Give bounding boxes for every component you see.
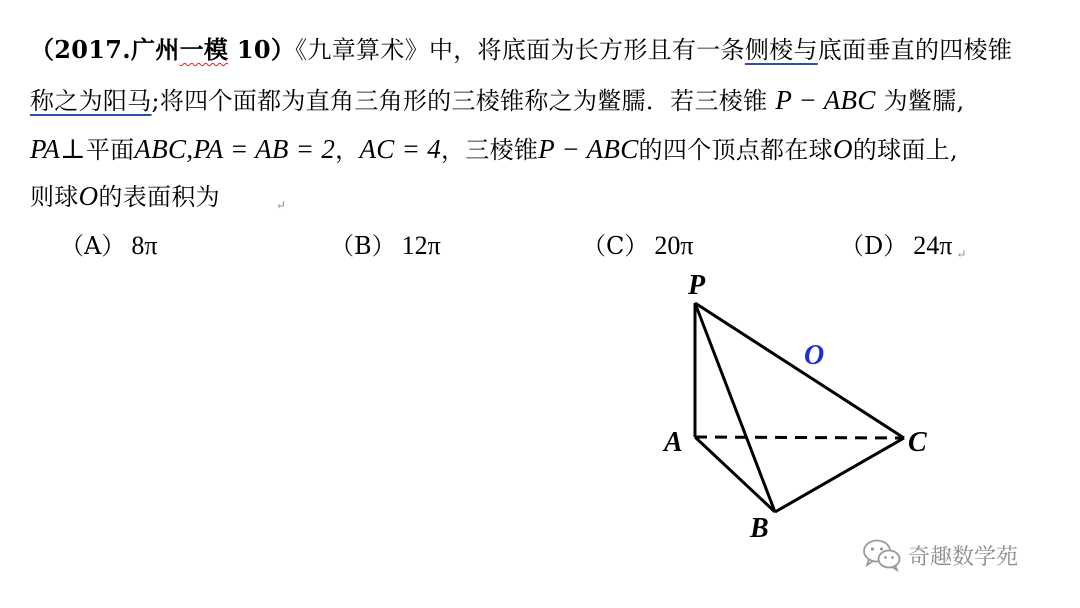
problem-text-l3b: 的四个顶点都在球: [638, 136, 833, 164]
point-label-a: A: [664, 427, 683, 458]
math-tetrahedron-2: P − ABC: [538, 134, 639, 164]
edge-ab: [695, 437, 775, 512]
point-label-c: C: [908, 427, 927, 458]
edge-ac-hidden: [695, 437, 904, 438]
math-sphere-o-2: O: [78, 181, 99, 211]
point-label-b: B: [750, 513, 769, 544]
math-eq-pa-ab: PA = AB = 2: [193, 134, 336, 164]
edge-pb: [695, 303, 775, 512]
problem-line-2: [30, 80, 964, 121]
option-d-label: （D）: [840, 232, 908, 260]
problem-line-1: [30, 30, 1012, 70]
math-sphere-o: O: [832, 134, 853, 164]
option-c[interactable]: [582, 228, 694, 264]
problem-text-l3a: ，三棱锥: [441, 136, 539, 164]
option-b-value: 12π: [401, 231, 441, 260]
point-label-p: P: [688, 270, 706, 301]
tetrahedron-figure: [640, 262, 960, 552]
math-eq-ac: AC = 4: [359, 134, 441, 164]
wechat-icon: [862, 538, 902, 572]
option-b[interactable]: [330, 228, 441, 264]
option-d-value: 24π: [913, 231, 953, 260]
problem-text-comma: ，: [335, 136, 360, 164]
edge-bc: [775, 438, 904, 512]
option-a-label: （A）: [60, 232, 126, 260]
problem-source: （2017.广州一模 10）: [30, 35, 296, 64]
option-a[interactable]: [60, 228, 157, 264]
paragraph-mark-2: ↵: [956, 247, 967, 261]
paragraph-mark: ↵: [275, 198, 287, 212]
math-pa: PA: [30, 134, 61, 164]
math-comma: ,: [186, 134, 194, 164]
edge-pc: [695, 303, 904, 438]
problem-text-l3c: 的球面上,: [852, 136, 958, 164]
problem-text-l2b: 为鳖臑,: [883, 87, 965, 115]
option-c-value: 20π: [654, 231, 694, 260]
problem-text-l4a: 则球: [30, 183, 79, 211]
option-a-value: 8π: [131, 231, 158, 260]
watermark: [862, 538, 1018, 572]
problem-line-3: [30, 129, 958, 170]
math-abc: ABC: [134, 134, 187, 164]
option-b-label: （B）: [330, 232, 396, 260]
problem-text-l1-underlined: 侧棱与: [744, 36, 818, 64]
math-tetrahedron: P − ABC: [775, 85, 876, 115]
math-perp: ⊥: [60, 134, 86, 164]
problem-text-l2-underlined: 称之为阳马: [30, 87, 152, 115]
problem-text-l2a: ;将四个面都为直角三角形的三棱锥称之为鳖臑．若三棱锥: [151, 87, 768, 115]
problem-text-l1a: 《九章算术》中，将底面为长方形且有一条: [295, 36, 745, 64]
option-c-label: （C）: [582, 232, 649, 260]
point-label-o: O: [804, 340, 825, 371]
watermark-text: 奇趣数学苑: [908, 544, 1019, 570]
problem-line-4: [30, 176, 286, 225]
problem-text-plane: 平面: [85, 136, 135, 164]
problem-text-l1b: 底面垂直的四棱锥: [817, 36, 1013, 64]
problem-text-l4b: 的表面积为: [98, 183, 220, 211]
